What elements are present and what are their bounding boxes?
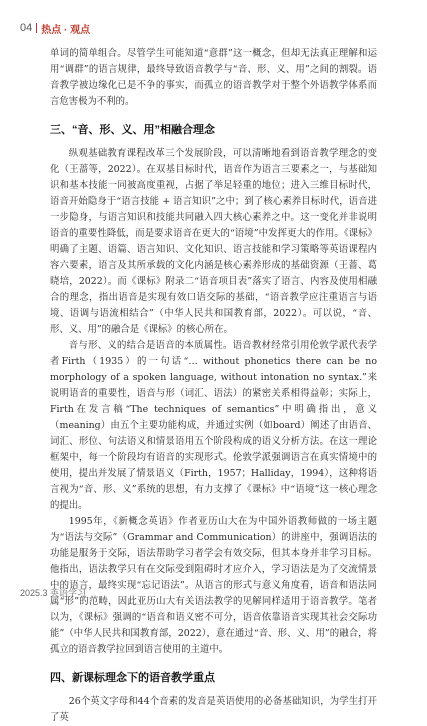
article-body (50, 46, 377, 726)
section-label: 热点 · 观点 (41, 24, 91, 36)
paragraph-3: 音与形、义的结合是语音的本质属性。语音教材经常引用伦敦学派代表学者Firth（1935）的一句话“… without phonetics there can be no morphology of a spoken language, without intonation no syntax.”来说明语音的重要性，语音与形（词汇、语法）的紧密关系相得益彰；实际上，Firth在发言稿“The techniques of semantics”中明确指出，意义（meaning）由五个主要功能构成，并通过实例（如board）阐述了由语音、词汇、形位、句法语义和情景语用五个阶段构成的语义分析方法。在这一理论框架中，每一个阶段均有语音的实现形式。伦敦学派强调语言在真实情境中的使用，提出并发展了情景语义（Firth，1957；Halliday，1994），这种将语言视为“音、形、义”系统的思想，有力支撑了《课标》中“语境”这一核心理念的提出。 (50, 340, 377, 511)
page-footer: 2025.3 英语学习 (20, 588, 87, 598)
paragraph-5: 26个英文字母和44个音素的发音是英语使用的必备基础知识，为学生打开了英 (50, 696, 377, 723)
section-heading-4: 四、新课标理念下的语音教学重点 (50, 672, 215, 684)
page-header (20, 20, 407, 36)
paragraph-1: 单词的简单组合。尽管学生可能知道“意群”这一概念，但却无法真正理解和运用“调群”的语言规律，最终导致语音教学与“音、形、义、用”之间的割裂。语音教学被边缘化已是不争的事实，而孤立的语音教学对于整个外语教学体系而言危害极为不利的。 (50, 48, 377, 107)
paragraph-4: 1995年，《新概念英语》作者亚历山大在为中国外语教师做的一场主题为“语法与交际”（Grammar and Communication）的讲座中，强调语法的功能是服务于交际，语法帮助学习者学会有效交际，但其本身并非学习目标。他指出，语法教学只有在交际受到阻碍时才应介入，学习语法是为了交流情景中的语言，最终实现“忘记语法”。从语言的形式与意义角度看，语音和语法同属“形”的范畴，因此亚历山大有关语法教学的见解同样适用于语音教学。笔者以为，《课标》强调的“语音和语义密不可分，语音依靠语音实现其社会交际功能”（中华人民共和国教育部，2022），意在通过“音、形、义、用”的融合，将孤立的语音教学拉回到语言使用的主道中。 (50, 516, 377, 655)
header-divider (36, 23, 37, 33)
page-number: 04 (20, 22, 33, 34)
section-heading-3: 三、“音、形、义、用”相融合理念 (50, 124, 215, 136)
paragraph-2: 纵观基础教育课程改革三个发展阶段，可以清晰地看到语音教学理念的变化（王蔷等，2022）。在双基目标时代，语音作为语言三要素之一，与基础知识和基本技能一同被高度重视，占据了举足轻重的地位；进入三维目标时代，语音开始隐身于“语言技能 + 语言知识”之中；到了核心素养目标时代，语音进一步隐身，与语言知识和技能共同融入四大核心素养之中。这一变化并非说明语音的重要性降低，而是要求语音在更大的“语境”中发挥更大的作用。《课标》明确了主题、语篇、语言知识、文化知识、语言技能和学习策略等英语课程内容六要素，语言及其所承载的文化内涵是核心素养形成的基础资源（王蔷、葛晓培，2022）。而《课标》附录二“语音项目表”落实了语言、内容及使用相融合的理念，指出语音是实现有效口语交际的基础，“语音教学应注重语言与语境、语调与语流相结合”（中华人民共和国教育部，2022）。可以说，“音、形、义、用”的融合是《课标》的核心所在。 (50, 148, 377, 335)
